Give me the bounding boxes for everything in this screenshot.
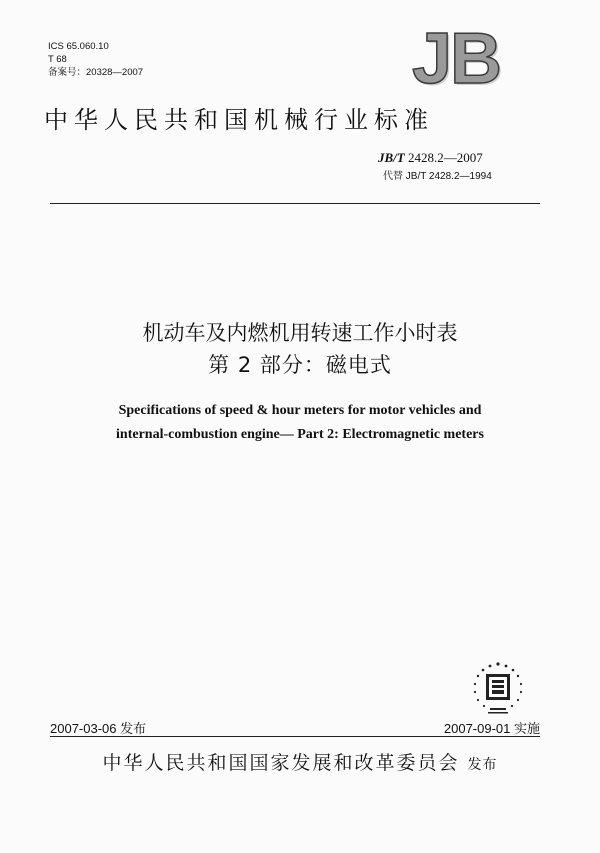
title-cn-line1: 机动车及内燃机用转速工作小时表 [142, 321, 458, 345]
standard-number-value: 2428.2—2007 [404, 150, 483, 165]
issuer-name: 中华人民共和国国家发展和改革委员会 [102, 752, 460, 774]
title-en-line1: Specifications of speed & hour meters for motor vehicles and [118, 403, 482, 418]
footer-divider [50, 736, 540, 737]
publisher-emblem-icon [468, 660, 528, 716]
standard-number [378, 150, 483, 166]
title-cn-line2: 第 2 部分：磁电式 [208, 353, 392, 377]
implement-date: 2007-09-01 实施 [443, 721, 540, 736]
standard-prefix: JB/T [378, 150, 405, 165]
record-number: 备案号：20328—2007 [48, 67, 144, 78]
classification-code: T 68 [48, 54, 67, 65]
ics-code: ICS 65.060.10 [48, 41, 109, 52]
standard-category: 中华人民共和国机械行业标准 [44, 106, 434, 134]
title-en-line2: internal-combustion engine— Part 2: Electromagnetic meters [116, 427, 484, 442]
jb-logo: JB [412, 19, 501, 99]
issuer [0, 748, 600, 775]
header-divider [50, 203, 540, 204]
issuer-suffix: 发布 [467, 757, 498, 773]
replaces-standard: 代替 JB/T 2428.2—1994 [383, 171, 492, 182]
publish-date: 2007-03-06 发布 [50, 721, 147, 736]
